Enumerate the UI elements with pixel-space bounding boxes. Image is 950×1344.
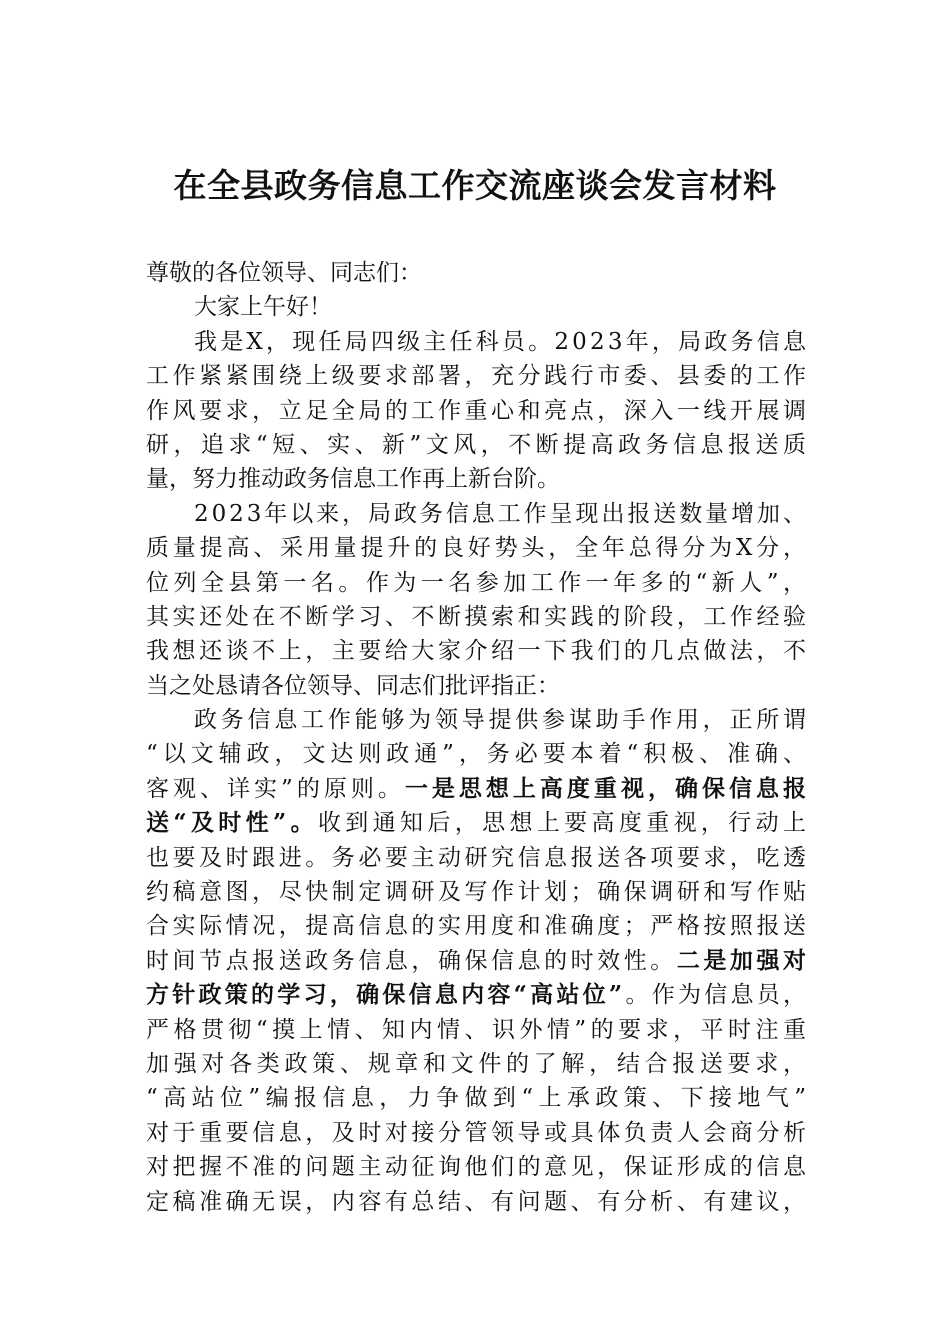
text-line [146,325,810,359]
text-line [146,256,806,290]
document-title: 在全县政务信息工作交流座谈会发言材料 [173,166,777,205]
text-line [146,978,810,1012]
text-segment: 收到通知后，思想上要高度重视，行动上 [317,810,811,837]
text-segment: 客观、详实”的原则。 [146,775,405,802]
text-line [146,1116,810,1150]
text-segment: 尊敬的各位领导、同志们： [146,260,422,286]
text-segment: 合实际情况，提高信息的实用度和准确度；严格按照报送 [146,913,810,940]
text-line [146,806,811,840]
text-segment: 约稿意图，尽快制定调研及写作计划；确保调研和写作贴 [146,879,810,906]
text-line [146,394,810,428]
text-line [146,944,810,978]
text-line [146,531,810,565]
text-segment: 我想还谈不上，主要给大家介绍一下我们的几点做法，不 [146,638,810,665]
text-segment: 研，追求“短、实、新”文风，不断提高政务信息报送质 [146,431,811,458]
text-line [146,703,810,737]
text-line [146,737,811,771]
text-segment: 我是X，现任局四级主任科员。2023年，局政务信息 [194,328,810,355]
text-line [146,875,810,909]
text-segment: 其实还处在不断学习、不断摸索和实践的阶段，工作经验 [146,603,810,630]
text-line [146,497,809,531]
text-line [146,841,810,875]
text-line [146,1081,812,1115]
text-line [146,1047,811,1081]
text-segment: 。作为信息员， [625,982,810,1009]
text-line [146,428,811,462]
text-segment: 时间节点报送政务信息，确保信息的时效性。 [146,947,677,974]
text-segment: 加强对各类政策、规章和文件的了解，结合报送要求， [146,1050,811,1077]
text-segment: “以文辅政，文达则政通”，务必要本着“积极、准确、 [146,741,811,768]
text-line [146,462,806,496]
text-line [146,669,806,703]
text-segment: 位列全县第一名。作为一名参加工作一年多的“新人”， [146,569,811,596]
text-segment: 2023年以来，局政务信息工作呈现出报送数量增加、 [194,500,809,527]
text-line [146,1185,810,1219]
text-segment: 大家上午好！ [194,294,332,321]
text-segment: 对把握不准的问题主动征询他们的意见，保证形成的信息 [146,1154,810,1181]
text-line [146,566,811,600]
text-line [146,1013,811,1047]
text-segment: 政务信息工作能够为领导提供参谋助手作用，正所谓 [194,707,810,734]
text-segment: 严格贯彻“摸上情、知内情、识外情”的要求，平时注重 [146,1016,811,1043]
bold-text-segment: 送“及时性”。 [146,809,318,837]
document-body [146,256,812,1219]
text-segment: 质量提高、采用量提升的良好势头，全年总得分为X分， [146,535,810,562]
text-segment: 当之处恳请各位领导、同志们批评指正： [146,672,560,699]
text-segment: 作风要求，立足全局的工作重心和亮点，深入一线开展调 [146,397,810,424]
text-line [146,634,810,668]
text-segment: 也要及时跟进。务必要主动研究信息报送各项要求，吃透 [146,844,810,871]
text-segment: 对于重要信息，及时对接分管领导或具体负责人会商分析 [146,1119,810,1146]
text-line [146,1150,810,1184]
text-segment: 定稿准确无误，内容有总结、有问题、有分析、有建议， [146,1188,810,1215]
text-line [146,600,810,634]
bold-text-segment: 方针政策的学习，确保信息内容“高站位” [146,981,626,1009]
bold-text-segment: 二是加强对 [676,946,810,974]
bold-text-segment: 一是思想上高度重视，确保信息报 [404,774,811,802]
text-line [146,290,806,324]
text-line [146,772,811,806]
text-line [146,359,810,393]
text-segment: “高站位”编报信息，力争做到“上承政策、下接地气” [146,1085,812,1112]
text-segment: 量，努力推动政务信息工作再上新台阶。 [146,466,560,493]
text-line [146,909,810,943]
text-segment: 工作紧紧围绕上级要求部署，充分践行市委、县委的工作 [146,363,810,390]
